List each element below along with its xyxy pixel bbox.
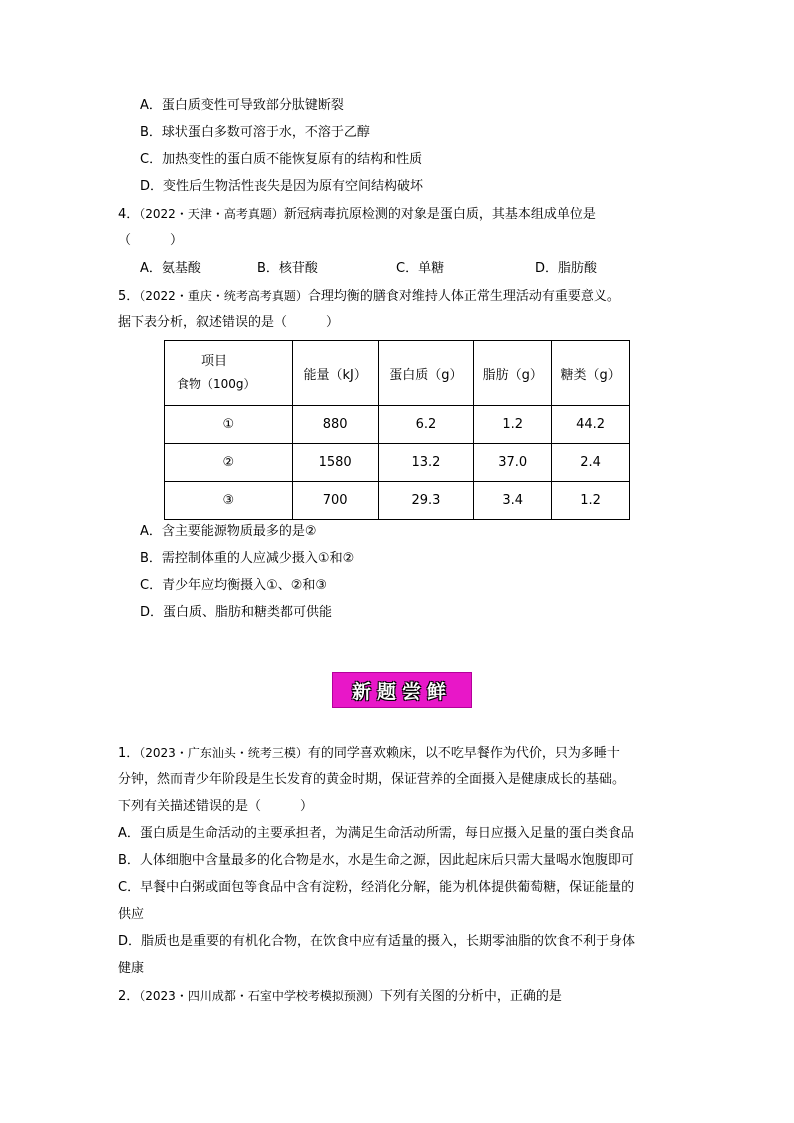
table-cell: 37.0 <box>474 444 552 482</box>
question-text: 有的同学喜欢赖床，以不吃早餐作为代价，只为多睡十 <box>307 746 620 761</box>
question-number: 2． <box>118 989 140 1004</box>
option-d: D．蛋白质、脂肪和糖类都可供能 <box>140 605 333 620</box>
option-b: B．核苷酸 <box>257 261 318 276</box>
table-header-row <box>165 341 630 406</box>
new-question-1 <box>118 745 620 762</box>
question-4 <box>118 206 596 223</box>
option-c: C．青少年应均衡摄入①、②和③ <box>140 578 328 593</box>
question-5 <box>118 288 620 305</box>
table-cell: 700 <box>292 482 378 520</box>
table-cell: 1.2 <box>474 406 552 444</box>
option-a: A．蛋白质变性可导致部分肽键断裂 <box>140 98 344 113</box>
table-cell: 2.4 <box>552 444 630 482</box>
table-cell: 13.2 <box>378 444 474 482</box>
question-text: 下列有关图的分析中，正确的是 <box>379 989 562 1004</box>
option-d: D．变性后生物活性丧失是因为原有空间结构破坏 <box>140 179 424 194</box>
question-text: 新冠病毒抗原检测的对象是蛋白质，其基本组成单位是 <box>283 207 596 222</box>
table-row <box>165 444 630 482</box>
row-label: ③ <box>165 482 293 520</box>
option-b: B．人体细胞中含量最多的化合物是水，水是生命之源，因此起床后只需大量喝水饱腹即可 <box>118 853 634 868</box>
row-label: ① <box>165 406 293 444</box>
nutrition-table <box>164 340 630 520</box>
question-source: （2022・天津・高考真题） <box>139 207 284 221</box>
question-source: （2022・重庆・统考高考真题） <box>139 289 308 303</box>
option-c: C．加热变性的蛋白质不能恢复原有的结构和性质 <box>140 152 423 167</box>
option-a: A．蛋白质是生命活动的主要承担者，为满足生命活动所需，每日应摄入足量的蛋白类食品 <box>118 826 634 841</box>
question-text-continued: 据下表分析，叙述错误的是（ ） <box>118 315 340 330</box>
option-d: D．脂质也是重要的有机化合物，在饮食中应有适量的摄入，长期零油脂的饮食不利于身体 <box>118 934 636 949</box>
option-a: A．含主要能源物质最多的是② <box>140 524 317 539</box>
option-d: D．脂肪酸 <box>535 261 598 276</box>
column-header: 脂肪（g） <box>474 341 552 406</box>
question-source: （2023・广东汕头・统考三模） <box>139 746 308 760</box>
question-source: （2023・四川成都・石室中学校考模拟预测） <box>139 989 380 1003</box>
column-header: 能量（kJ） <box>292 341 378 406</box>
question-number: 5． <box>118 289 140 304</box>
table-cell: 3.4 <box>474 482 552 520</box>
corner-label-food: 食物（100g） <box>177 377 256 391</box>
option-c-continued: 供应 <box>118 907 145 922</box>
table-row <box>165 406 630 444</box>
column-header: 糖类（g） <box>552 341 630 406</box>
answer-blank: （ ） <box>118 233 184 248</box>
question-number: 4． <box>118 207 140 222</box>
question-text-continued: 分钟，然而青少年阶段是生长发育的黄金时期，保证营养的全面摄入是健康成长的基础。 <box>118 772 626 787</box>
new-question-2 <box>118 988 562 1005</box>
option-b: B．需控制体重的人应减少摄入①和② <box>140 551 355 566</box>
question-text: 合理均衡的膳食对维持人体正常生理活动有重要意义。 <box>307 289 620 304</box>
table-cell: 29.3 <box>378 482 474 520</box>
option-d-continued: 健康 <box>118 961 145 976</box>
option-b: B．球状蛋白多数可溶于水，不溶于乙醇 <box>140 125 370 140</box>
table-cell: 44.2 <box>552 406 630 444</box>
option-c: C．早餐中白粥或面包等食品中含有淀粉，经消化分解，能为机体提供葡萄糖，保证能量的 <box>118 880 635 895</box>
option-c: C．单糖 <box>396 261 445 276</box>
table-row <box>165 482 630 520</box>
table-cell: 880 <box>292 406 378 444</box>
table-cell: 1580 <box>292 444 378 482</box>
question-text-continued: 下列有关描述错误的是（ ） <box>118 799 314 814</box>
column-header: 蛋白质（g） <box>378 341 474 406</box>
table-cell: 6.2 <box>378 406 474 444</box>
section-banner-text: 新题尝鲜 <box>351 680 452 703</box>
question-number: 1． <box>118 746 140 761</box>
table-cell: 1.2 <box>552 482 630 520</box>
option-a: A．氨基酸 <box>140 261 201 276</box>
row-label: ② <box>165 444 293 482</box>
table-corner-cell <box>165 341 293 406</box>
section-banner <box>332 672 472 708</box>
corner-label-item: 项目 <box>201 354 228 369</box>
